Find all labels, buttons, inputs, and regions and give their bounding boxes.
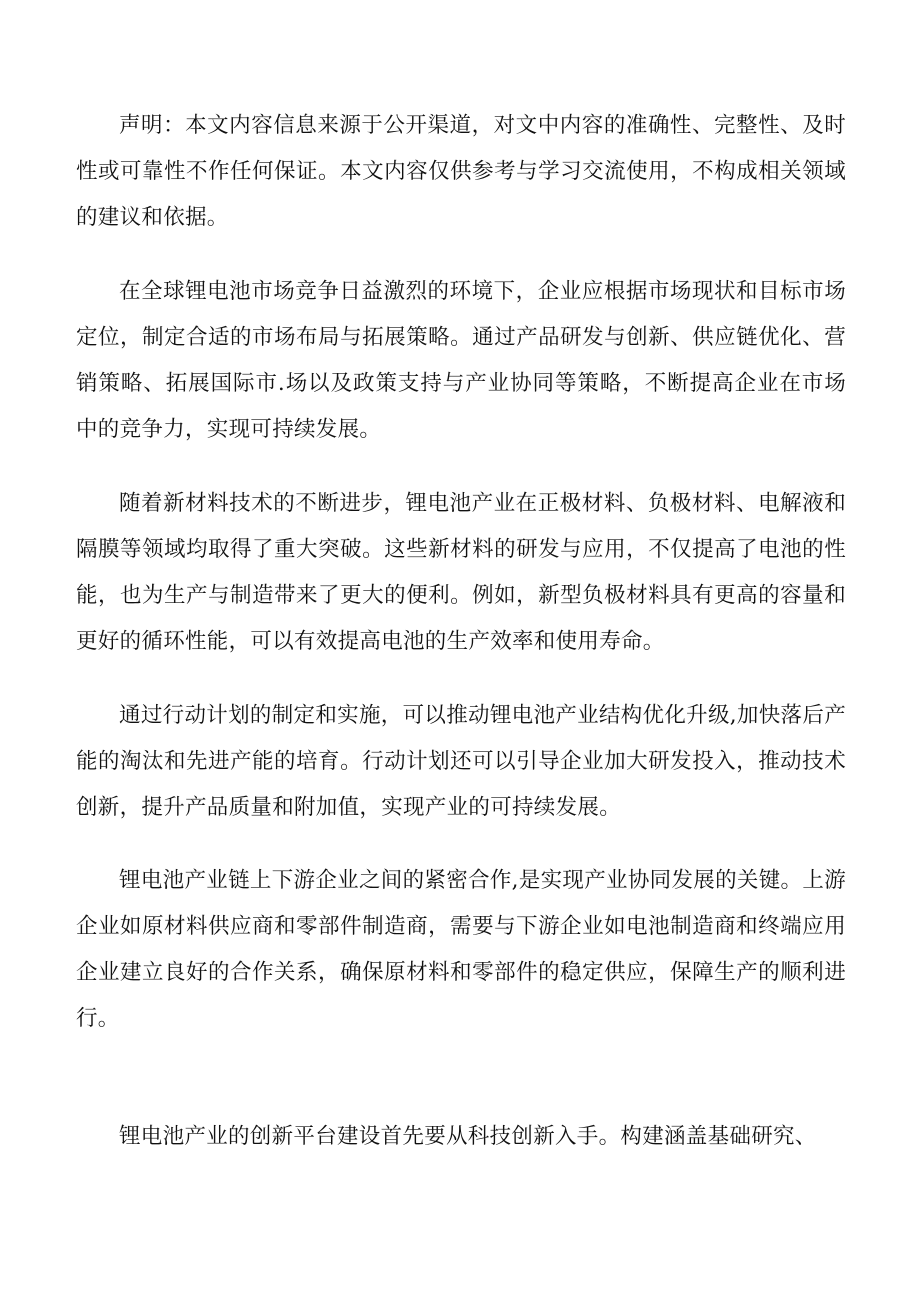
innovation-platform-paragraph: 锂电池产业的创新平台建设首先要从科技创新入手。构建涵盖基础研究、: [119, 1124, 817, 1149]
disclaimer-paragraph: 声明：本文内容信息来源于公开渠道，对文中内容的准确性、完整性、及时性或可靠性不作任何保证。本文内容仅供参考与学习交流使用，不构成相关领域的建议和依据。: [76, 113, 846, 230]
action-plan-paragraph: 通过行动计划的制定和实施，可以推动锂电池产业结构优化升级,加快落后产能的淘汰和先进产能的培育。行动计划还可以引导企业加大研发投入，推动技术创新，提升产品质量和附加值，实现产业的可持续发展。: [76, 703, 846, 820]
market-strategy-paragraph: 在全球锂电池市场竞争日益激烈的环境下，企业应根据市场现状和目标市场定位，制定合适的市场布局与拓展策略。通过产品研发与创新、供应链优化、营销策略、拓展国际市.场以及政策支持与产业协同等策略，不断提高企业在市场中的竞争力，实现可持续发展。: [76, 279, 846, 442]
supply-chain-cooperation-paragraph: 锂电池产业链上下游企业之间的紧密合作,是实现产业协同发展的关键。上游企业如原材料供应商和零部件制造商，需要与下游企业如电池制造商和终端应用企业建立良好的合作关系，确保原材料和零部件的稳定供应，保障生产的顺利进行。: [76, 868, 846, 1031]
new-materials-paragraph: 随着新材料技术的不断进步，锂电池产业在正极材料、负极材料、电解液和隔膜等领域均取得了重大突破。这些新材料的研发与应用，不仅提高了电池的性能，也为生产与制造带来了更大的便利。例如，新型负极材料具有更高的容量和更好的循环性能，可以有效提高电池的生产效率和使用寿命。: [76, 491, 846, 654]
